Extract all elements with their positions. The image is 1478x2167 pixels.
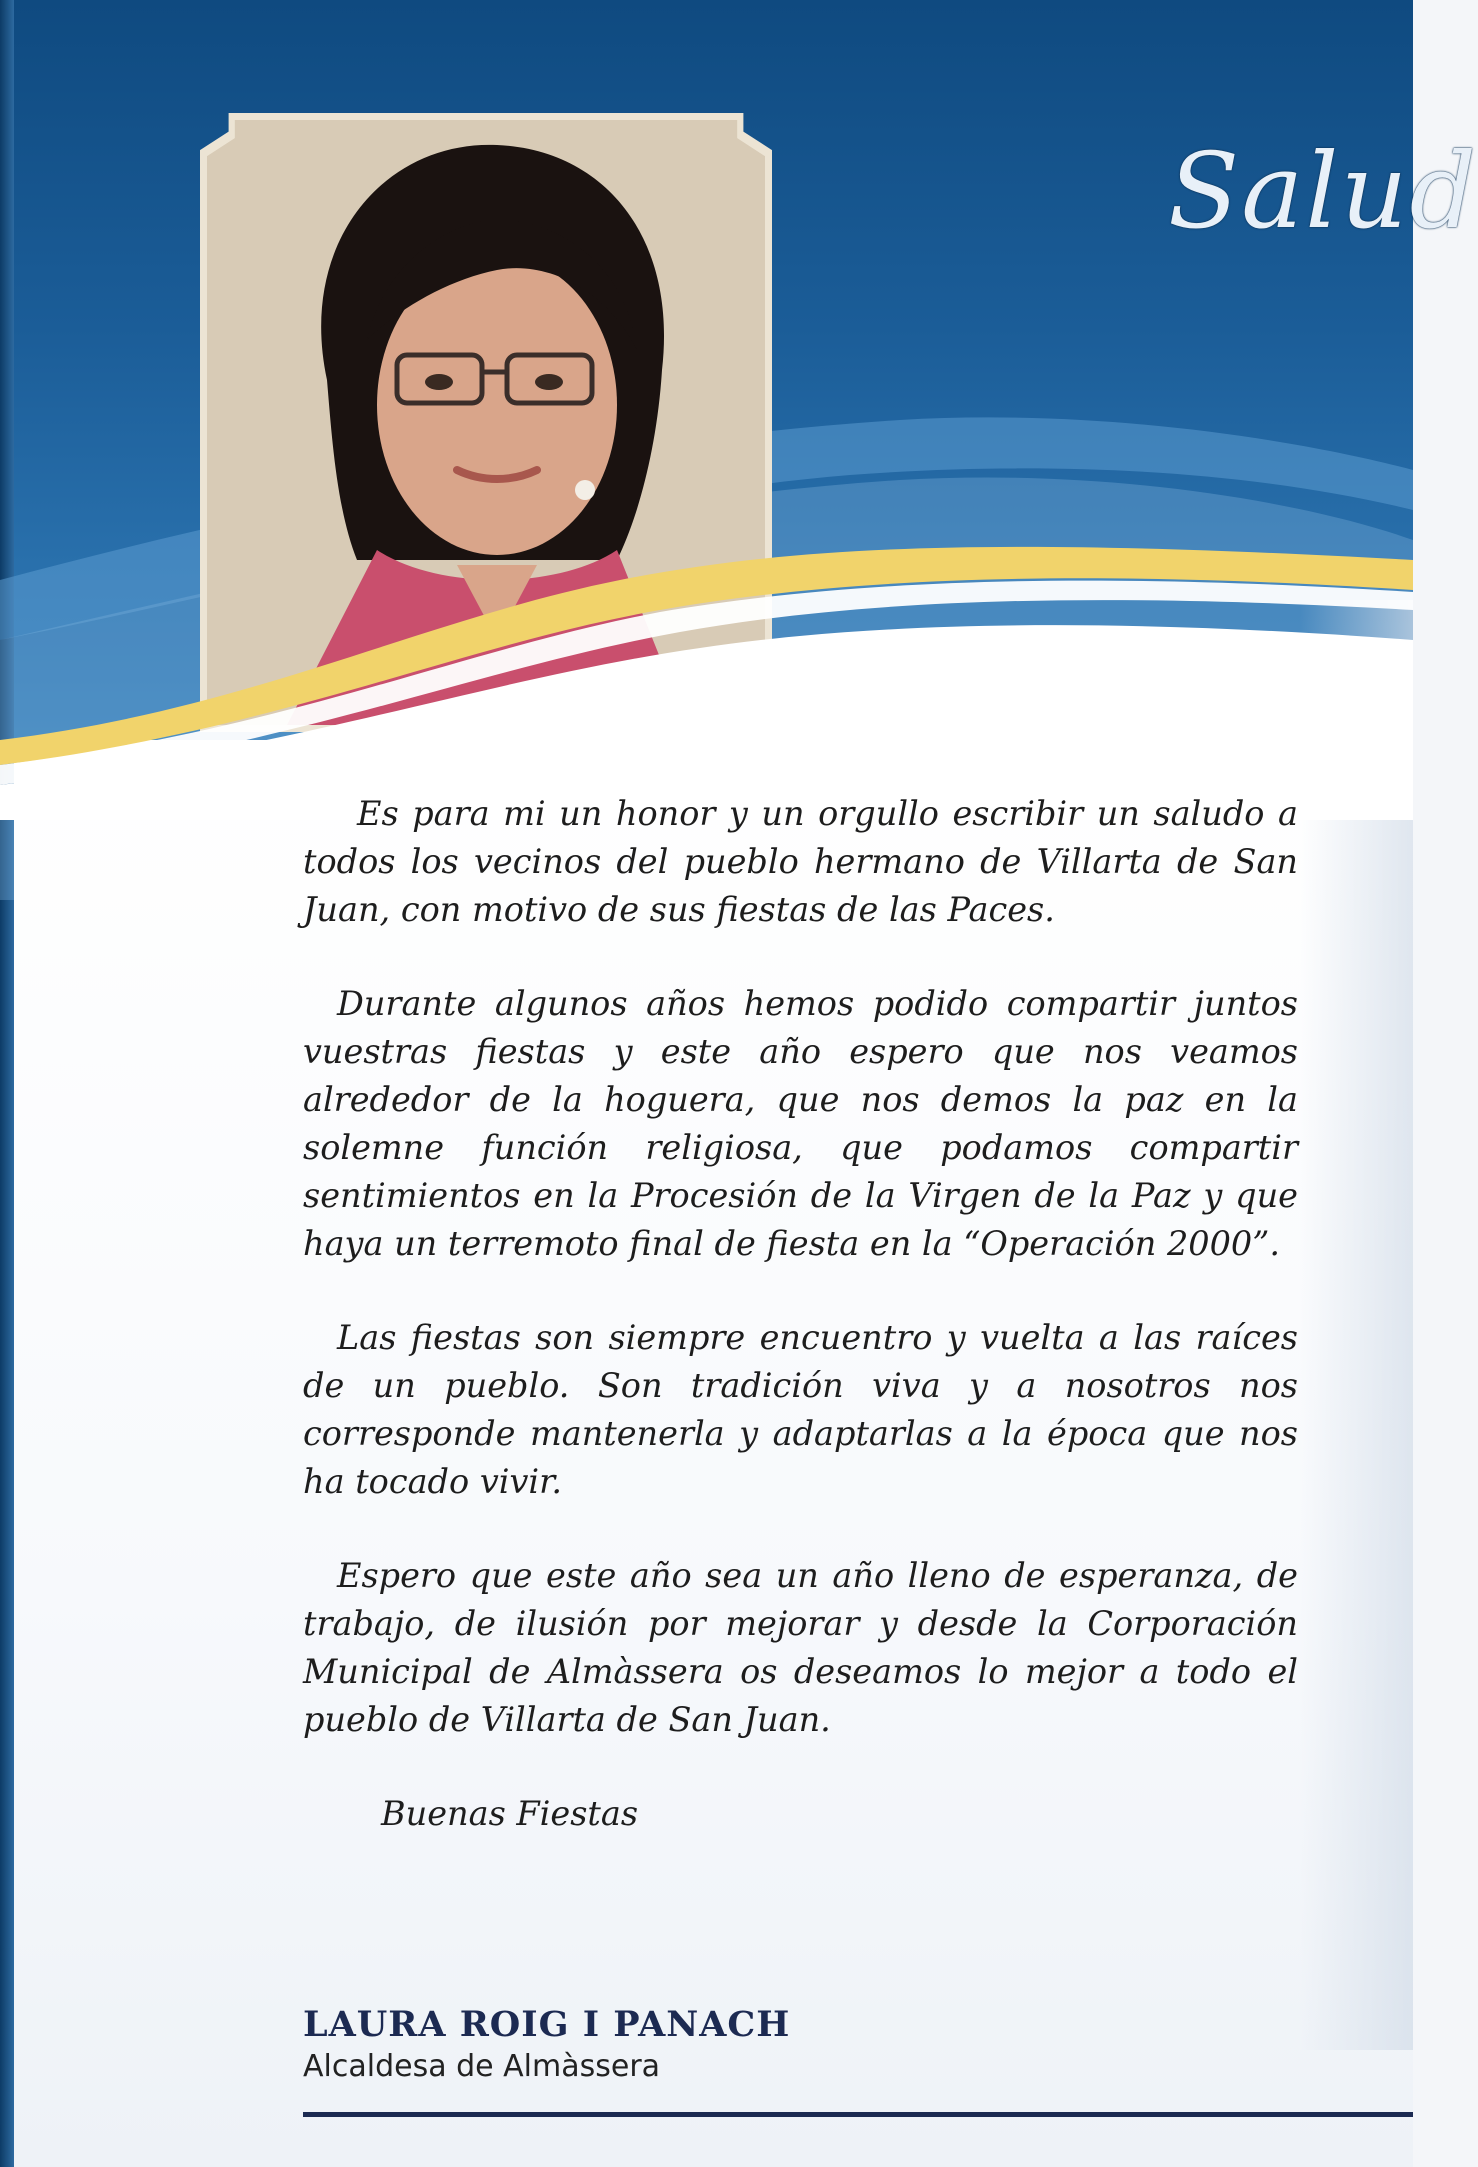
page-title: Salud	[1168, 130, 1478, 252]
closing-line: Buenas Fiestas	[381, 1794, 639, 1833]
letter-paragraph: Durante algunos años hemos podido compartir juntos vuestras fiestas y este año espero que nos veamos alrededor de la hoguera, que nos demos la paz en la solemne función religiosa, que podamos compartir sentimientos en la Procesión de la Virgen de la Paz y que haya un terremoto final de fiesta en la “Operación 2000”.	[303, 984, 1298, 1263]
letter-body	[303, 790, 1298, 1838]
letter-paragraph: Es para mi un honor y un orgullo escribir un saludo a todos los vecinos del pueblo hermano de Villarta de San Juan, con motivo de sus fiestas de las Paces.	[303, 794, 1298, 929]
signatory-name: LAURA ROIG I PANACH	[303, 2004, 791, 2045]
signatory-role: Alcaldesa de Almàssera	[303, 2049, 661, 2084]
letter-paragraph: Espero que este año sea un año lleno de esperanza, de trabajo, de ilusión por mejorar y desde la Corporación Municipal de Almàssera os deseamos lo mejor a todo el pueblo de Villarta de San Juan.	[303, 1556, 1298, 1739]
footer-rule	[303, 2112, 1413, 2117]
gold-wave	[0, 500, 1413, 820]
binding-spine	[0, 0, 14, 2167]
letter-paragraph: Las fiestas son siempre encuentro y vuelta a las raíces de un pueblo. Son tradición viva y a nosotros nos corresponde mantenerla y adaptarlas a la época que nos ha tocado vivir.	[303, 1318, 1298, 1501]
signature-block	[303, 2004, 790, 2084]
